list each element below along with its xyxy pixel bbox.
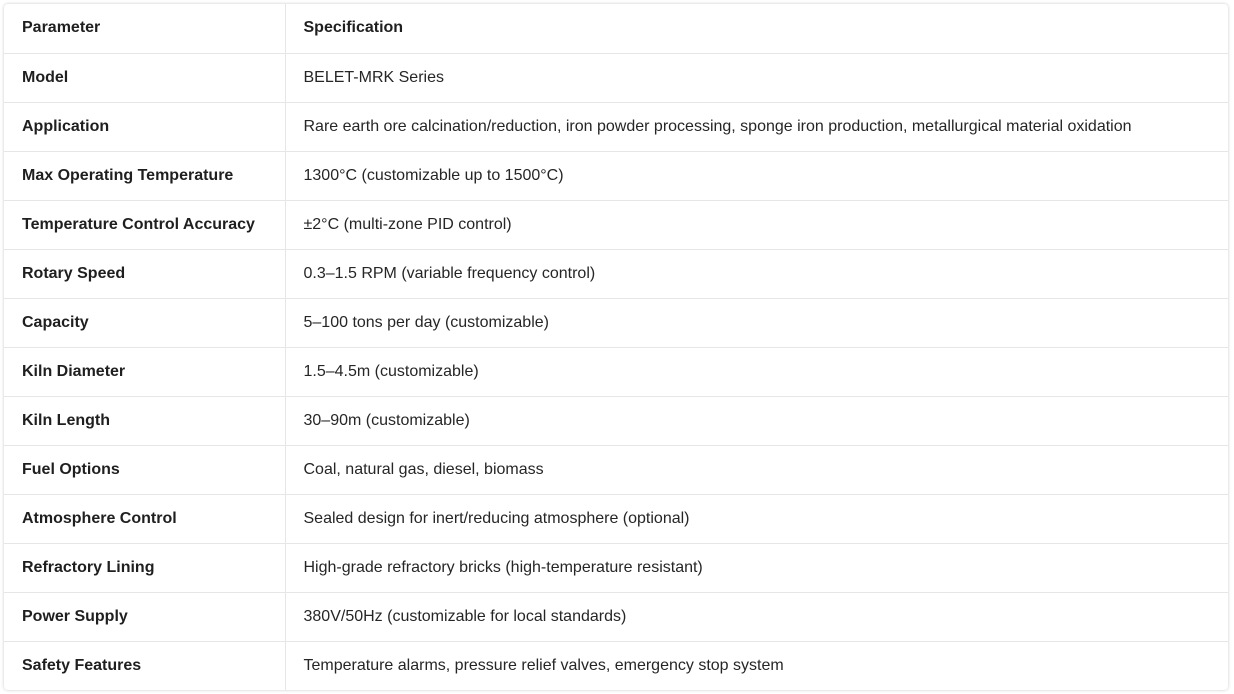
parameter-cell: Fuel Options — [4, 445, 285, 494]
parameter-cell: Kiln Diameter — [4, 347, 285, 396]
parameter-cell: Kiln Length — [4, 396, 285, 445]
parameter-cell: Application — [4, 102, 285, 151]
specification-cell: Rare earth ore calcination/reduction, iron powder processing, sponge iron production, metallurgical material oxidation — [285, 102, 1228, 151]
table-row — [4, 347, 1228, 396]
parameter-cell: Capacity — [4, 298, 285, 347]
specification-cell: 0.3–1.5 RPM (variable frequency control) — [285, 249, 1228, 298]
parameter-cell: Rotary Speed — [4, 249, 285, 298]
parameter-cell: Atmosphere Control — [4, 494, 285, 543]
parameter-cell: Refractory Lining — [4, 543, 285, 592]
specification-cell: ±2°C (multi-zone PID control) — [285, 200, 1228, 249]
spec-table-container — [4, 4, 1228, 690]
specification-cell: 1300°C (customizable up to 1500°C) — [285, 151, 1228, 200]
specification-cell: Temperature alarms, pressure relief valves, emergency stop system — [303, 656, 784, 674]
parameter-cell: Safety Features — [4, 641, 285, 690]
specification-cell: Coal, natural gas, diesel, biomass — [285, 445, 1228, 494]
table-row — [4, 445, 1228, 494]
table-row — [4, 249, 1228, 298]
table-row — [4, 298, 1228, 347]
table-row — [4, 494, 1228, 543]
specification-cell: 380V/50Hz (customizable for local standards) — [285, 592, 1228, 641]
specification-cell: High-grade refractory bricks (high-temperature resistant) — [285, 543, 1228, 592]
table-body — [4, 53, 1228, 690]
specification-cell: BELET-MRK Series — [285, 53, 1228, 102]
specification-cell: 5–100 tons per day (customizable) — [285, 298, 1228, 347]
table-row — [4, 396, 1228, 445]
table-row — [4, 543, 1228, 592]
table-row — [4, 200, 1228, 249]
specification-cell: Sealed design for inert/reducing atmosphere (optional) — [285, 494, 1228, 543]
header-specification: Specification — [285, 4, 1228, 53]
spec-table — [4, 4, 1228, 690]
header-parameter: Parameter — [4, 4, 285, 53]
table-row — [4, 641, 1228, 690]
table-row — [4, 592, 1228, 641]
parameter-cell: Model — [4, 53, 285, 102]
parameter-cell: Temperature Control Accuracy — [4, 200, 285, 249]
table-row — [4, 102, 1228, 151]
specification-cell: 1.5–4.5m (customizable) — [285, 347, 1228, 396]
table-row — [4, 53, 1228, 102]
table-header-row — [4, 4, 1228, 53]
table-row — [4, 151, 1228, 200]
parameter-cell: Max Operating Temperature — [4, 151, 285, 200]
parameter-cell: Power Supply — [4, 592, 285, 641]
specification-cell: 30–90m (customizable) — [285, 396, 1228, 445]
